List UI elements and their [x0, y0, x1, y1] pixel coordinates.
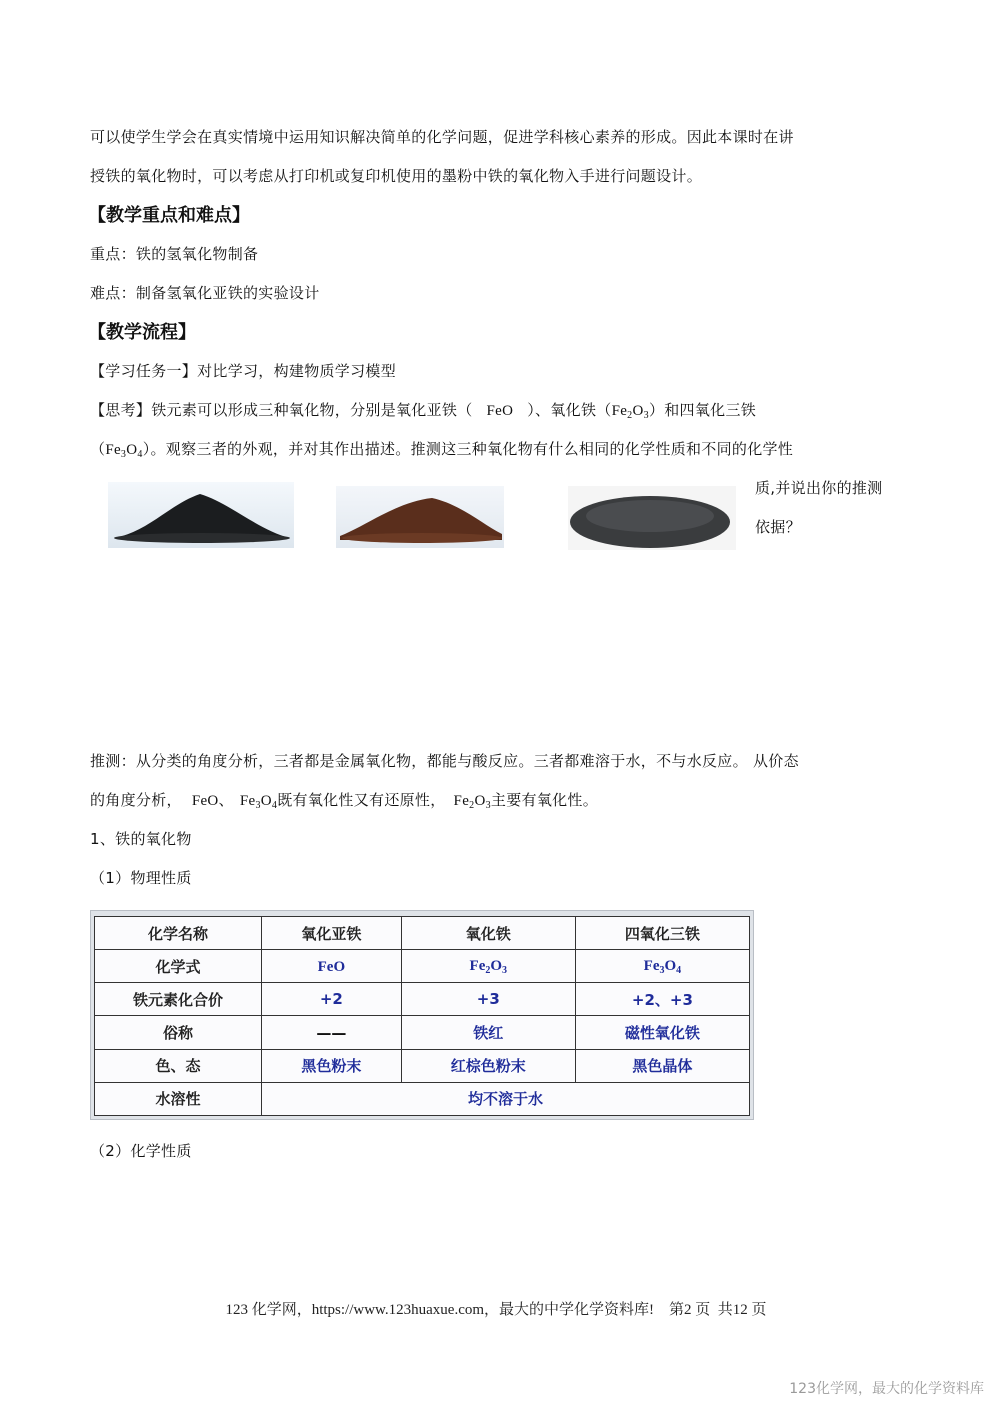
formula-text: $Fe_3O_4$: [643, 958, 682, 977]
think-text-b: ）、氧化铁（: [527, 401, 612, 419]
table-cell: [262, 950, 402, 983]
intro-line-2: 授铁的氧化物时，可以考虑从打印机或复印机使用的墨粉中铁的氧化物入手进行问题设计。: [90, 167, 703, 185]
table-row: [95, 950, 750, 983]
feo-powder-image: [108, 482, 294, 548]
row-label: 化学式: [95, 950, 262, 983]
think-text-a: 【思考】铁元素可以形成三种氧化物，分别是氧化亚铁（: [90, 401, 473, 419]
think-text-e: ）。观察三者的外观，并对其作出描述。推测这三种氧化物有什么相同的化学性质和不同的化学性: [142, 440, 794, 458]
guess-formula-fe3o4: $Fe_3O_4$: [239, 793, 278, 811]
guess-formula-fe2o3: $Fe_2O_3$: [453, 793, 491, 811]
row-label: 色、态: [95, 1049, 262, 1082]
think-line-1: [90, 391, 905, 435]
subsection-chemical: （2）化学性质: [90, 1142, 192, 1160]
think-side-1: 质,并说出你的推测: [755, 479, 883, 497]
table-cell: 黑色晶体: [575, 1049, 749, 1082]
formula-text: $Fe_2O_3$: [469, 958, 508, 977]
physical-properties-table: [90, 910, 754, 1120]
guess-line-2: [90, 781, 598, 825]
table-cell: 铁红: [401, 1016, 575, 1049]
fe3o4-powder-image: [568, 486, 736, 550]
table-cell: +3: [401, 983, 575, 1016]
watermark: 123化学网，最大的化学资料库: [789, 1381, 984, 1397]
fe2o3-powder-image: [336, 486, 504, 548]
table-row: [95, 983, 750, 1016]
difficult-point: 难点：制备氢氧化亚铁的实验设计: [90, 284, 320, 302]
think-text-d: （: [90, 440, 106, 458]
formula-fe2o3: $Fe_2O_3$: [611, 403, 649, 421]
think-text-c: ）和四氧化三铁: [648, 401, 757, 419]
think-side-2: 依据？: [755, 518, 801, 536]
guess-line-1: 推测：从分类的角度分析，三者都是金属氧化物，都能与酸反应。三者都难溶于水，不与水反应。 从价态: [90, 752, 799, 770]
heading-key-points: 【教学重点和难点】: [88, 205, 250, 226]
table-row: [95, 1082, 750, 1115]
table-row: [95, 1016, 750, 1049]
table-cell: [401, 950, 575, 983]
subsection-physical: （1）物理性质: [90, 869, 192, 887]
heading-teaching-flow: 【教学流程】: [88, 322, 196, 343]
table-cell: 红棕色粉末: [401, 1049, 575, 1082]
key-point: 重点：铁的氢氧化物制备: [90, 245, 259, 263]
row-label: 俗称: [95, 1016, 262, 1049]
row-label: 水溶性: [95, 1082, 262, 1115]
table-cell: ——: [262, 1016, 402, 1049]
table-cell: +2、+3: [575, 983, 749, 1016]
header-cell: 化学名称: [95, 917, 262, 950]
table-row: [95, 1049, 750, 1082]
guess-formula-feo: FeO: [191, 793, 219, 809]
properties-grid: [94, 916, 750, 1116]
table-header-row: [95, 917, 750, 950]
section-iron-oxides: 1、铁的氧化物: [90, 830, 192, 848]
guess-sep: 、: [218, 791, 234, 809]
table-cell: [575, 950, 749, 983]
guess-text-a: 的角度分析，: [90, 791, 182, 809]
think-line-2: [90, 430, 793, 474]
formula-text: FeO: [317, 958, 346, 975]
table-cell: 磁性氧化铁: [575, 1016, 749, 1049]
header-cell: 氧化亚铁: [262, 917, 402, 950]
guess-text-b: 既有氧化性又有还原性，: [277, 791, 446, 809]
header-cell: 四氧化三铁: [575, 917, 749, 950]
page-footer: 123 化学网，https://www.123huaxue.com，最大的中学化学资料库! 第2 页 共12 页: [225, 1302, 767, 1318]
table-cell: 黑色粉末: [262, 1049, 402, 1082]
formula-feo: FeO: [486, 403, 514, 419]
header-cell: 氧化铁: [401, 917, 575, 950]
learning-task-1: 【学习任务一】对比学习，构建物质学习模型: [90, 362, 397, 380]
table-cell: 均不溶于水: [262, 1082, 750, 1115]
table-cell: +2: [262, 983, 402, 1016]
guess-text-c: 主要有氧化性。: [490, 791, 599, 809]
formula-fe3o4: $Fe_3O_4$: [105, 442, 143, 460]
intro-line-1: 可以使学生学会在真实情境中运用知识解决简单的化学问题，促进学科核心素养的形成。因此本课时在讲: [90, 128, 794, 146]
row-label: 铁元素化合价: [95, 983, 262, 1016]
